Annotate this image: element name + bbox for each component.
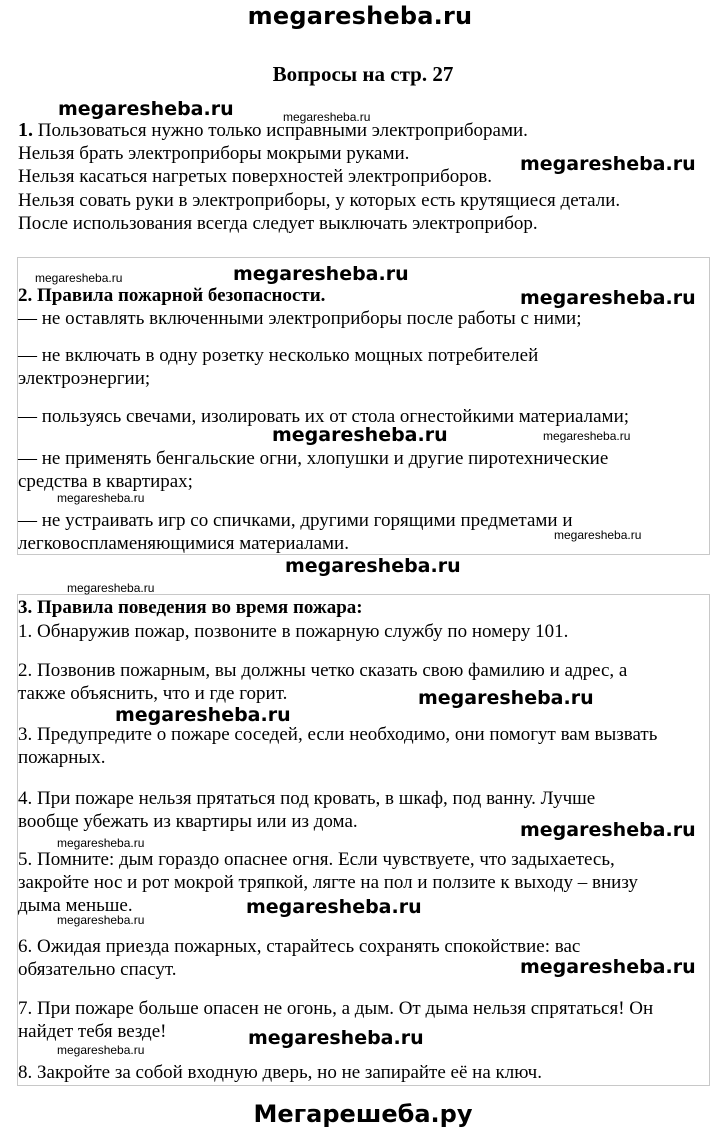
watermark: megaresheba.ru xyxy=(35,271,123,285)
watermark: megaresheba.ru xyxy=(554,528,642,542)
watermark: megaresheba.ru xyxy=(272,424,448,446)
answer-3-line: 2. Позвонив пожарным, вы должны четко сказать свою фамилию и адрес, а xyxy=(18,660,628,681)
watermark: megaresheba.ru xyxy=(285,555,461,577)
answer-3-line: 4. При пожаре нельзя прятаться под кровать, в шкаф, под ванну. Лучше xyxy=(18,788,596,809)
answer-1-line: 1. Пользоваться нужно только исправными электроприборами. xyxy=(18,119,528,141)
answer-1-line: Нельзя брать электроприборы мокрыми руками. xyxy=(18,143,410,164)
answer-3-line: вообще убежать из квартиры или из дома. xyxy=(18,811,358,832)
site-footer: Мегарешеба.ру xyxy=(253,1100,473,1128)
watermark: megaresheba.ru xyxy=(57,491,145,505)
answer-2-line: — не оставлять включенными электроприборы после работы с ними; xyxy=(18,308,582,329)
watermark: megaresheba.ru xyxy=(57,913,145,927)
answer-2-line: — не устраивать игр со спичками, другими горящими предметами и xyxy=(18,510,573,531)
watermark: megaresheba.ru xyxy=(520,956,696,978)
watermark: megaresheba.ru xyxy=(520,153,696,175)
answer-3-line: 6. Ожидая приезда пожарных, старайтесь сохранять спокойствие: вас xyxy=(18,936,581,957)
answer-3-line: найдет тебя везде! xyxy=(18,1021,167,1042)
watermark: megaresheba.ru xyxy=(248,1027,424,1049)
answer-2-line: — пользуясь свечами, изолировать их от стола огнестойкими материалами; xyxy=(18,406,630,427)
watermark: megaresheba.ru xyxy=(283,110,371,124)
answer-3-line: 8. Закройте за собой входную дверь, но не запирайте её на ключ. xyxy=(18,1062,542,1083)
answer-3-line: 1. Обнаружив пожар, позвоните в пожарную службу по номеру 101. xyxy=(18,621,569,642)
answer-2-line: электроэнергии; xyxy=(18,368,151,389)
answer-1-number: 1. xyxy=(18,119,33,141)
page-title: Вопросы на стр. 27 xyxy=(272,62,454,86)
watermark: megaresheba.ru xyxy=(115,704,291,726)
answer-2-line: — не включать в одну розетку несколько мощных потребителей xyxy=(18,345,539,366)
watermark: megaresheba.ru xyxy=(58,98,234,120)
site-header: megaresheba.ru xyxy=(247,2,473,30)
answer-3-line: 5. Помните: дым гораздо опаснее огня. Если чувствуете, что задыхаетесь, xyxy=(18,849,615,870)
answer-1-line: После использования всегда следует выключать электроприбор. xyxy=(18,213,538,234)
answer-2-heading: 2. Правила пожарной безопасности. xyxy=(18,285,326,306)
answer-3-line: пожарных. xyxy=(18,747,106,768)
answer-3-line: дыма меньше. xyxy=(18,895,133,916)
watermark: megaresheba.ru xyxy=(543,429,631,443)
watermark: megaresheba.ru xyxy=(67,581,155,595)
answer-3-line: обязательно спасут. xyxy=(18,959,177,980)
answer-3-heading: 3. Правила поведения во время пожара: xyxy=(18,597,363,618)
watermark: megaresheba.ru xyxy=(246,896,422,918)
watermark: megaresheba.ru xyxy=(57,1043,145,1057)
answer-3-line: 3. Предупредите о пожаре соседей, если необходимо, они помогут вам вызвать xyxy=(18,724,658,745)
answer-3-line: 7. При пожаре больше опасен не огонь, а дым. От дыма нельзя спрятаться! Он xyxy=(18,998,654,1019)
answer-1-line: Нельзя совать руки в электроприборы, у которых есть крутящиеся детали. xyxy=(18,190,621,211)
watermark: megaresheba.ru xyxy=(520,287,696,309)
answer-3-line: также объяснить, что и где горит. xyxy=(18,683,288,704)
watermark: megaresheba.ru xyxy=(233,263,409,285)
answer-1-line: Нельзя касаться нагретых поверхностей электроприборов. xyxy=(18,166,492,187)
watermark: megaresheba.ru xyxy=(418,687,594,709)
answer-2-line: средства в квартирах; xyxy=(18,471,193,492)
answer-3-line: закройте нос и рот мокрой тряпкой, лягте на пол и ползите к выходу – внизу xyxy=(18,872,638,893)
watermark: megaresheba.ru xyxy=(57,836,145,850)
answer-2-line: — не применять бенгальские огни, хлопушки и другие пиротехнические xyxy=(18,448,609,469)
watermark: megaresheba.ru xyxy=(520,819,696,841)
answer-2-line: легковоспламеняющимися материалами. xyxy=(18,533,349,554)
